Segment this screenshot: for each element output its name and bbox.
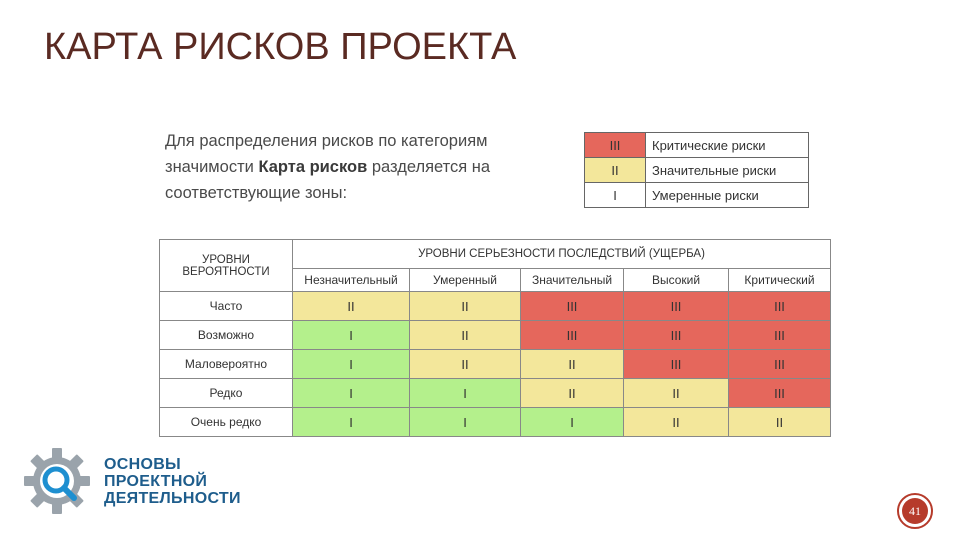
risk-cell: III [729, 350, 831, 379]
column-header: Высокий [624, 269, 729, 292]
logo-line-1: ОСНОВЫ [104, 456, 182, 473]
logo-text [104, 456, 241, 507]
risk-cell: III [521, 321, 624, 350]
risk-cell: I [521, 408, 624, 437]
matrix-row [160, 292, 831, 321]
logo-line-2: ПРОЕКТНОЙ [104, 473, 208, 490]
risk-cell: III [624, 321, 729, 350]
risk-cell: I [293, 408, 410, 437]
legend-code: I [585, 183, 646, 208]
column-header: Критический [729, 269, 831, 292]
risk-cell: III [624, 350, 729, 379]
matrix-row [160, 408, 831, 437]
risk-cell: II [410, 321, 521, 350]
risk-cell: I [293, 350, 410, 379]
page-number: 41 [902, 498, 928, 524]
legend-code: II [585, 158, 646, 183]
intro-part-2: разделяется на соответствующие зоны: [165, 158, 491, 202]
risk-cell: II [624, 408, 729, 437]
column-header: Значительный [521, 269, 624, 292]
row-label: Маловероятно [160, 350, 293, 379]
legend-row [585, 158, 809, 183]
legend-label: Значительные риски [646, 158, 809, 183]
legend-code: III [585, 133, 646, 158]
risk-cell: I [410, 408, 521, 437]
risk-cell: II [521, 350, 624, 379]
row-label: Редко [160, 379, 293, 408]
row-label: Очень редко [160, 408, 293, 437]
matrix-header-row [160, 240, 831, 269]
risk-cell: I [293, 321, 410, 350]
risk-cell: II [624, 379, 729, 408]
risk-cell: III [624, 292, 729, 321]
risk-cell: II [410, 292, 521, 321]
matrix-row [160, 379, 831, 408]
risk-matrix [159, 239, 831, 437]
matrix-row [160, 321, 831, 350]
gear-magnifier-icon [22, 446, 92, 516]
legend-label: Критические риски [646, 133, 809, 158]
legend-row [585, 183, 809, 208]
page-title: КАРТА РИСКОВ ПРОЕКТА [44, 26, 517, 68]
col-header-label: УРОВНИ СЕРЬЕЗНОСТИ ПОСЛЕДСТВИЙ (УЩЕРБА) [293, 240, 831, 269]
row-header-label: УРОВНИ ВЕРОЯТНОСТИ [160, 240, 293, 292]
intro-part-1: Для распределения рисков по категориям значимости [165, 132, 488, 176]
row-label: Часто [160, 292, 293, 321]
risk-legend [584, 132, 809, 208]
legend-label: Умеренные риски [646, 183, 809, 208]
risk-cell: II [293, 292, 410, 321]
legend-row [585, 133, 809, 158]
logo-line-3: ДЕЯТЕЛЬНОСТИ [104, 490, 241, 507]
risk-cell: III [729, 321, 831, 350]
risk-cell: II [410, 350, 521, 379]
risk-cell: III [729, 379, 831, 408]
risk-cell: I [293, 379, 410, 408]
intro-text [165, 128, 545, 206]
intro-bold: Карта рисков [258, 158, 368, 176]
column-header: Умеренный [410, 269, 521, 292]
risk-cell: II [521, 379, 624, 408]
risk-cell: I [410, 379, 521, 408]
risk-cell: II [729, 408, 831, 437]
row-label: Возможно [160, 321, 293, 350]
risk-cell: III [729, 292, 831, 321]
page-number-badge [897, 493, 933, 529]
risk-cell: III [521, 292, 624, 321]
matrix-row [160, 350, 831, 379]
column-header: Незначительный [293, 269, 410, 292]
